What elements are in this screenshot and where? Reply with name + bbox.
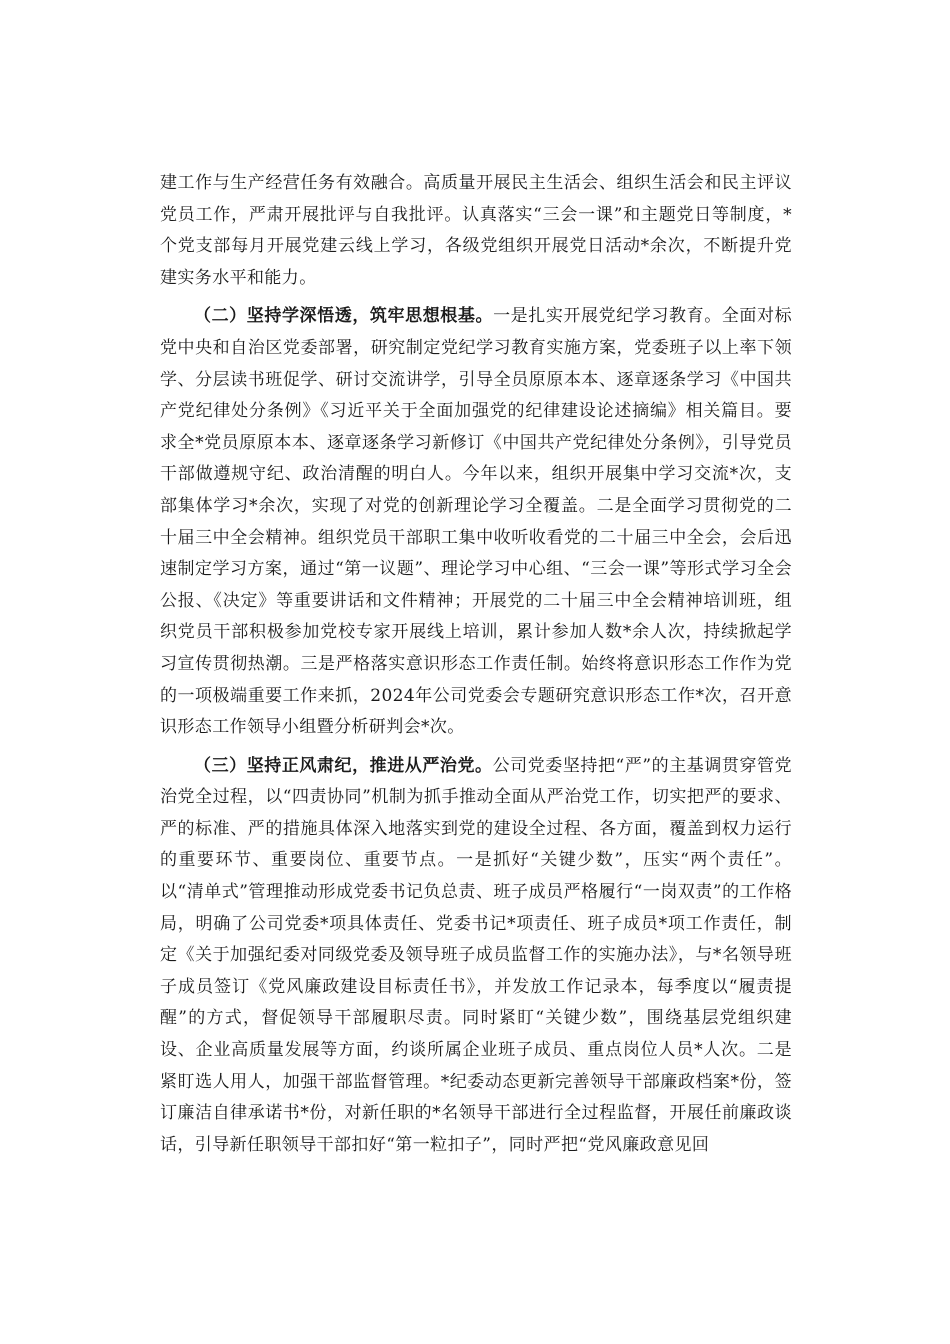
section-heading: （三）坚持正风肃纪，推进从严治党。 <box>194 755 493 776</box>
document-body <box>160 168 792 1168</box>
paragraph-continuation <box>160 168 792 294</box>
paragraph-text: 公司党委坚持把“严”的主基调贯穿管党治党全过程，以“四责协同”机制为抓手推动全面从严治党工作，切实把严的要求、严的标准、严的措施具体深入地落实到党的建设全过程、各方面，覆盖到权力运行的重要环节、重要岗位、重要节点。一是抓好“关键少数”，压实“两个责任”。以“清单式”管理推动形成党委书记负总责、班子成员严格履行“一岗双责”的工作格局，明确了公司党委*项具体责任、党委书记*项责任、班子成员*项工作责任，制定《关于加强纪委对同级党委及领导班子成员监督工作的实施办法》，与*名领导班子成员签订《党风廉政建设目标责任书》，并发放工作记录本，每季度以“履责提醒”的方式，督促领导干部履职尽责。同时紧盯“关键少数”，围绕基层党组织建设、企业高质量发展等方面，约谈所属企业班子成员、重点岗位人员*人次。二是紧盯选人用人，加强干部监督管理。*纪委动态更新完善领导干部廉政档案*份，签订廉洁自律承诺书*份，对新任职的*名领导干部进行全过程监督，开展任前廉政谈话，引导新任职领导干部扣好“第一粒扣子”，同时严把“党风廉政意见回 <box>160 755 792 1155</box>
paragraph-section-three <box>160 751 792 1162</box>
paragraph-text: 一是扎实开展党纪学习教育。全面对标党中央和自治区党委部署，研究制定党纪学习教育实施方案，党委班子以上率下领学、分层读书班促学、研讨交流讲学，引导全员原原本本、逐章逐条学习《中国共产党纪律处分条例》《习近平关于全面加强党的纪律建设论述摘编》相关篇目。要求全*党员原原本本、逐章逐条学习新修订《中国共产党纪律处分条例》，引导党员干部做遵规守纪、政治清醒的明白人。今年以来，组织开展集中学习交流*次，支部集体学习*余次，实现了对党的创新理论学习全覆盖。二是全面学习贯彻党的二十届三中全会精神。组织党员干部职工集中收听收看党的二十届三中全会，会后迅速制定学习方案，通过“第一议题”、理论学习中心组、“三会一课”等形式学习全会公报、《决定》等重要讲话和文件精神；开展党的二十届三中全会精神培训班，组织党员干部积极参加党校专家开展线上培训，累计参加人数*余人次，持续掀起学习宣传贯彻热潮。三是严格落实意识形态工作责任制。始终将意识形态工作作为党的一项极端重要工作来抓，2024年公司党委会专题研究意识形态工作*次，召开意识形态工作领导小组暨分析研判会*次。 <box>160 306 792 738</box>
paragraph-text: 建工作与生产经营任务有效融合。高质量开展民主生活会、组织生活会和民主评议党员工作，严肃开展批评与自我批评。认真落实“三会一课”和主题党日等制度，*个党支部每月开展党建云线上学习，各级党组织开展党日活动*余次，不断提升党建实务水平和能力。 <box>160 173 792 288</box>
section-heading: （二）坚持学深悟透，筑牢思想根基。 <box>194 306 494 327</box>
paragraph-section-two <box>160 301 792 743</box>
